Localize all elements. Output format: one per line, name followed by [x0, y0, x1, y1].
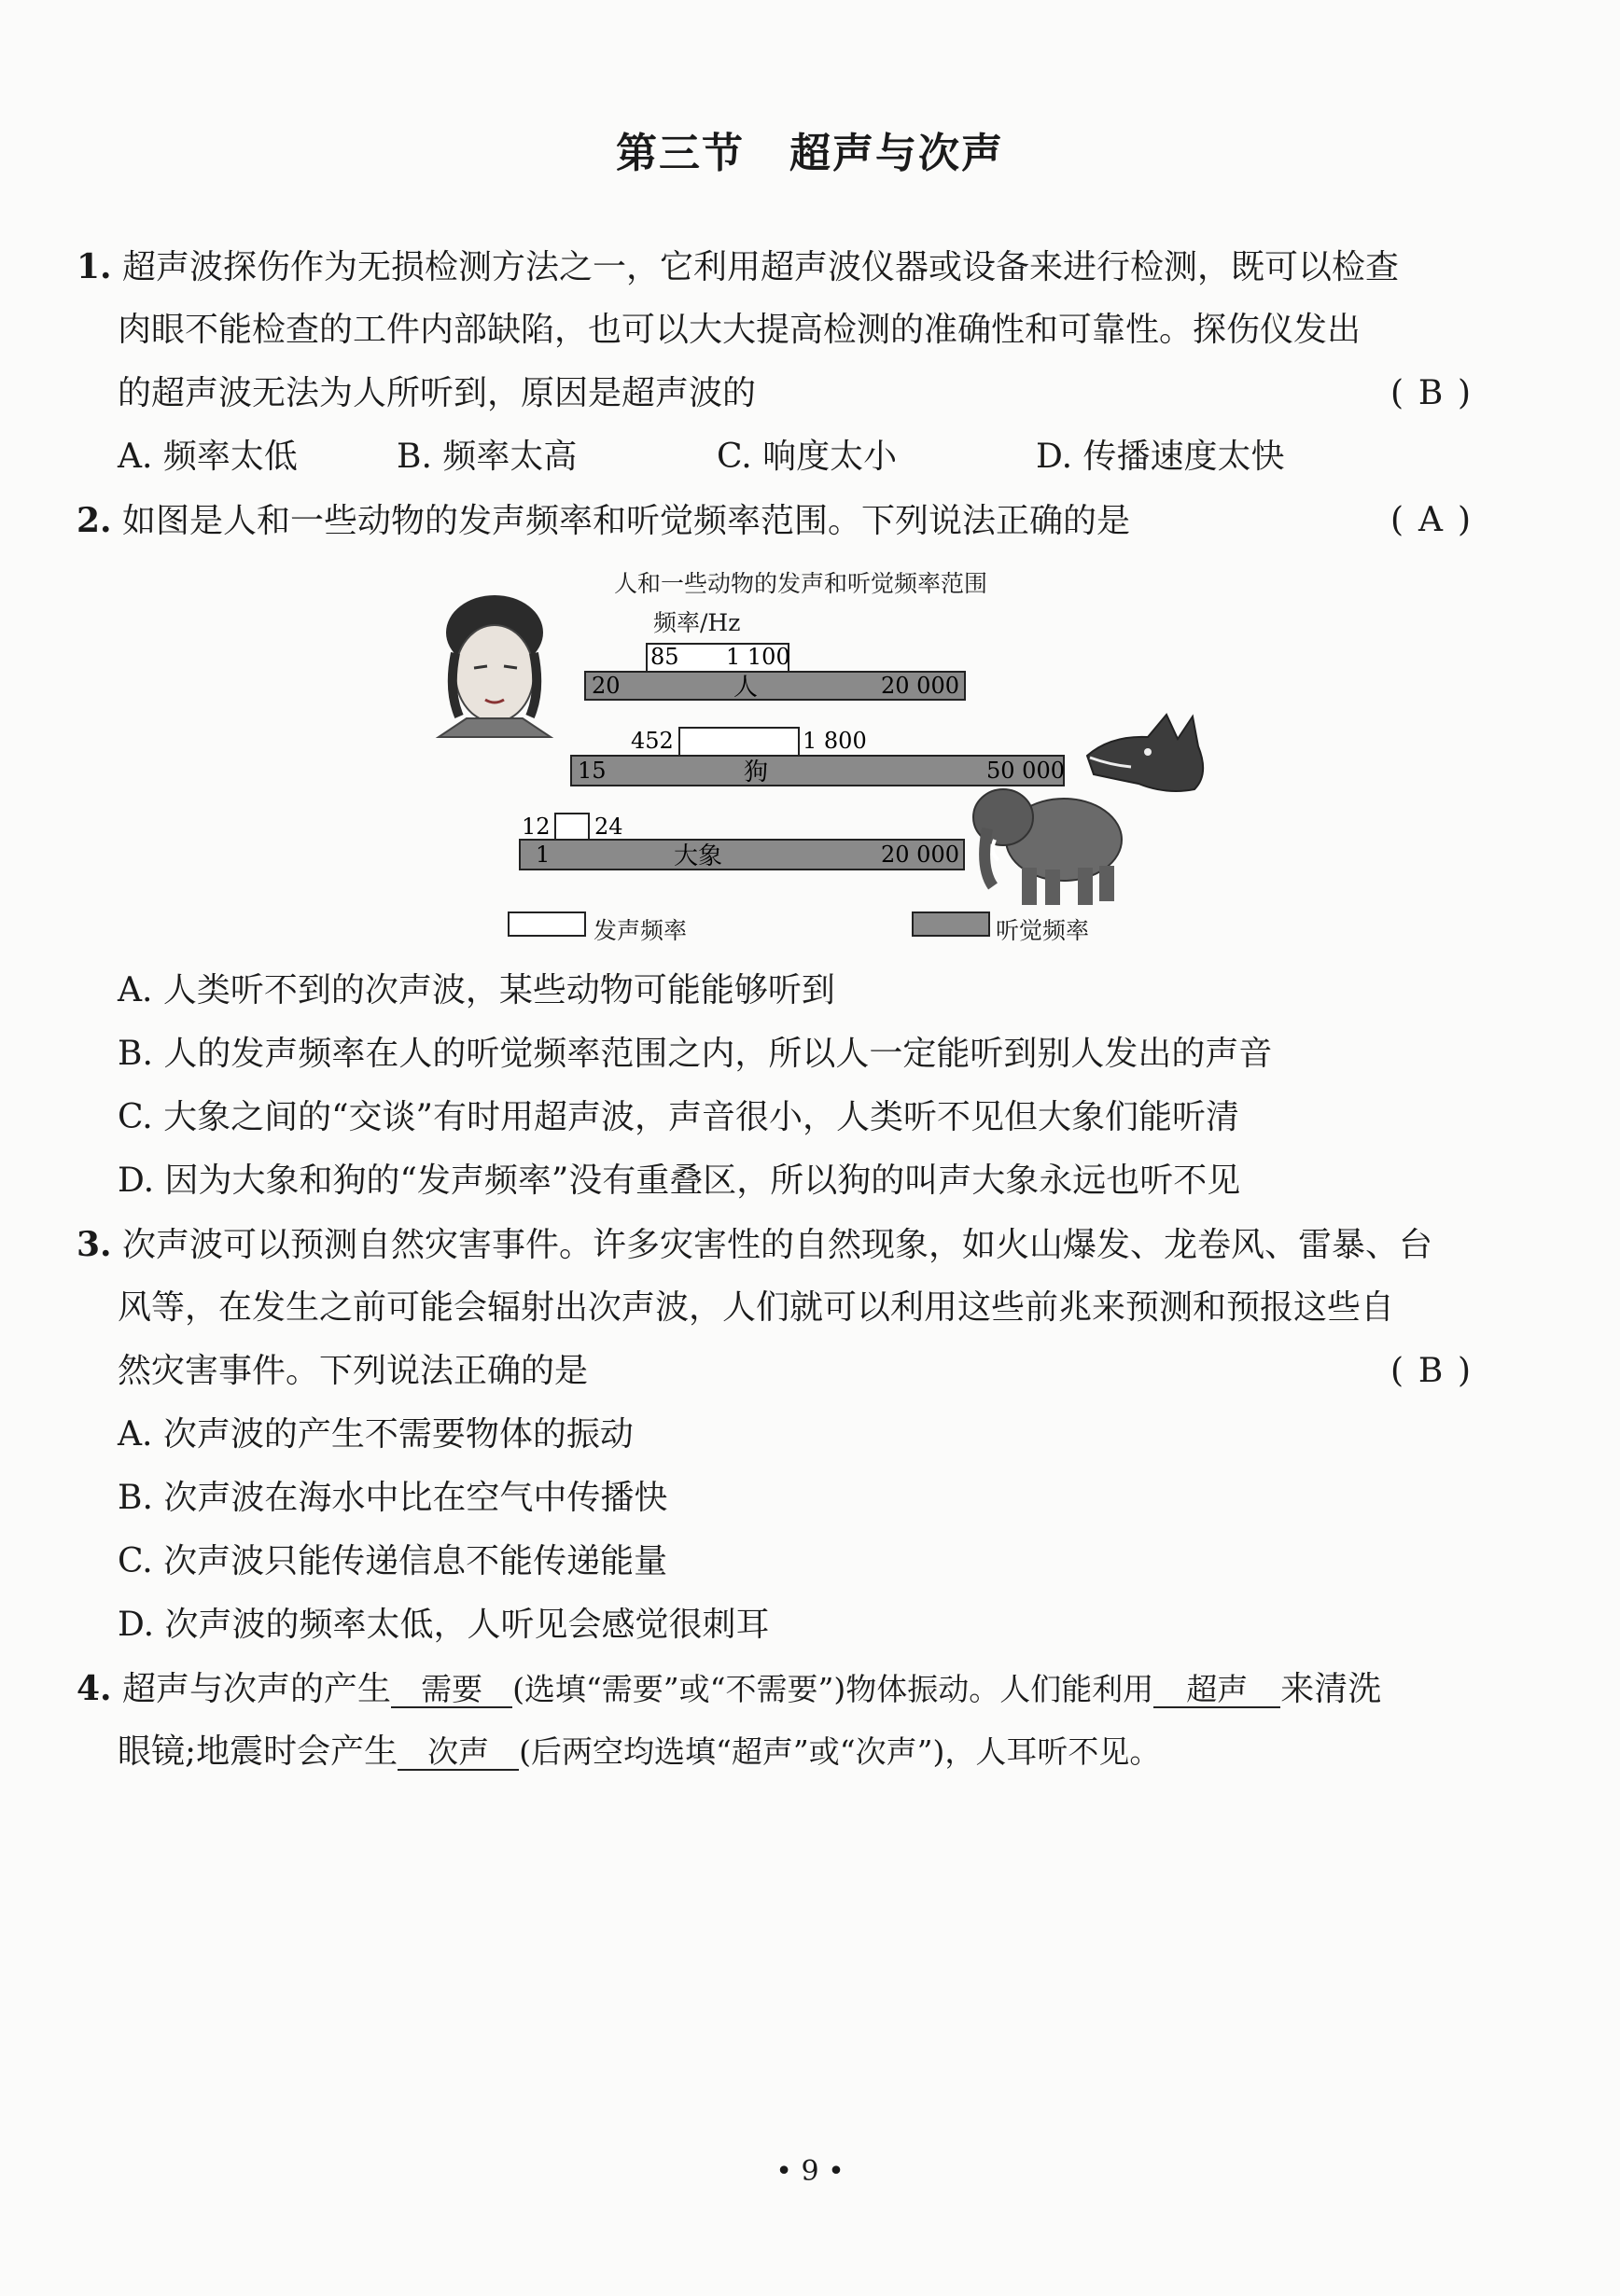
- q4-blank-1[interactable]: 需要: [391, 1674, 512, 1708]
- elephant-icon: [973, 789, 1122, 905]
- dog-emit-bar: [679, 728, 799, 756]
- q4-blank-2[interactable]: 超声: [1153, 1674, 1280, 1708]
- human-emit-high-label: 1 100: [726, 644, 790, 670]
- q2-line-1: 2. 如图是人和一些动物的发声频率和听觉频率范围。下列说法正确的是: [77, 501, 1131, 540]
- q3-option-b: B. 次声波在海水中比在空气中传播快: [118, 1479, 668, 1517]
- chart-title: 人和一些动物的发声和听觉频率范围: [613, 570, 987, 597]
- q1-number: 1.: [77, 247, 112, 286]
- human-portrait-icon: [439, 595, 551, 737]
- q3-answer: ( B ): [1390, 1352, 1472, 1390]
- dog-bar-label: 狗: [744, 758, 769, 786]
- section-number: 第三节: [616, 130, 745, 177]
- human-bar-label: 人: [733, 674, 759, 702]
- dog-head-icon: [1087, 715, 1203, 791]
- q1-option-b: B. 频率太高: [397, 438, 578, 476]
- q3-line-1: 3. 次声波可以预测自然灾害事件。许多灾害性的自然现象，如火山爆发、龙卷风、雷暴、台: [77, 1225, 1433, 1264]
- elephant-bar-label: 大象: [674, 842, 723, 870]
- q4-line-2: 眼镜;地震时会产生 次声 (后两空均选填“超声”或“次声”)，人耳听不见。: [118, 1732, 1161, 1771]
- q3-line-3: 然灾害事件。下列说法正确的是: [118, 1352, 589, 1390]
- chart-unit-label: 频率/Hz: [653, 609, 741, 636]
- q4-number: 4.: [77, 1669, 112, 1708]
- q3-option-d: D. 次声波的频率太低，人听见会感觉很刺耳: [118, 1606, 770, 1644]
- elephant-hear-low-label: 1: [536, 842, 551, 868]
- dog-emit-high-label: 1 800: [803, 728, 867, 754]
- dog-hear-high-label: 50 000: [986, 758, 1065, 784]
- legend-hear-swatch: [913, 912, 989, 936]
- q2-option-a: A. 人类听不到的次声波，某些动物可能能够听到: [118, 971, 835, 1009]
- legend-emit-label: 发声频率: [594, 917, 688, 944]
- elephant-emit-low-label: 12: [522, 814, 551, 840]
- q3-option-c: C. 次声波只能传递信息不能传递能量: [118, 1542, 668, 1580]
- human-hear-high-label: 20 000: [881, 673, 959, 699]
- q2-option-c: C. 大象之间的“交谈”有时用超声波，声音很小，人类听不见但大象们能听清: [118, 1098, 1239, 1136]
- elephant-hear-high-label: 20 000: [881, 842, 959, 868]
- section-name: 超声与次声: [789, 130, 1004, 177]
- elephant-emit-bar: [555, 814, 589, 840]
- q1-option-a: A. 频率太低: [118, 438, 298, 476]
- q1-answer: ( B ): [1390, 374, 1472, 412]
- frequency-chart: [0, 0, 1620, 970]
- q3-number: 3.: [77, 1225, 112, 1264]
- q3-line-2: 风等，在发生之前可能会辐射出次声波，人们就可以利用这些前兆来预测和预报这些自: [118, 1288, 1395, 1327]
- q2-option-b: B. 人的发声频率在人的听觉频率范围之内，所以人一定能听到别人发出的声音: [118, 1035, 1273, 1073]
- dog-hear-low-label: 15: [578, 758, 607, 784]
- q1-option-c: C. 响度太小: [717, 438, 898, 476]
- elephant-emit-high-label: 24: [594, 814, 623, 840]
- legend-hear-label: 听觉频率: [996, 917, 1090, 944]
- q2-option-d: D. 因为大象和狗的“发声频率”没有重叠区，所以狗的叫声大象永远也听不见: [118, 1162, 1241, 1200]
- q2-number: 2.: [77, 501, 112, 540]
- q1-line-1: 1. 超声波探伤作为无损检测方法之一，它利用超声波仪器或设备来进行检测，既可以检查: [77, 247, 1400, 286]
- q1-line-2: 肉眼不能检查的工件内部缺陷，也可以大大提高检测的准确性和可靠性。探伤仪发出: [118, 311, 1362, 349]
- q4-line-1: 4. 超声与次声的产生 需要 (选填“需要”或“不需要”)物体振动。人们能利用 超声 来清洗: [77, 1669, 1382, 1708]
- q4-blank-3[interactable]: 次声: [398, 1736, 519, 1771]
- q1-line-3: 的超声波无法为人所听到，原因是超声波的: [118, 374, 757, 412]
- legend-emit-swatch: [509, 912, 585, 936]
- page-number: • 9 •: [775, 2155, 845, 2188]
- human-emit-low-label: 85: [650, 644, 679, 670]
- q3-option-a: A. 次声波的产生不需要物体的振动: [118, 1415, 634, 1454]
- human-hear-low-label: 20: [592, 673, 621, 699]
- dog-emit-low-label: 452: [631, 728, 674, 754]
- q1-option-d: D. 传播速度太快: [1036, 438, 1285, 476]
- q2-answer: ( A ): [1390, 501, 1472, 539]
